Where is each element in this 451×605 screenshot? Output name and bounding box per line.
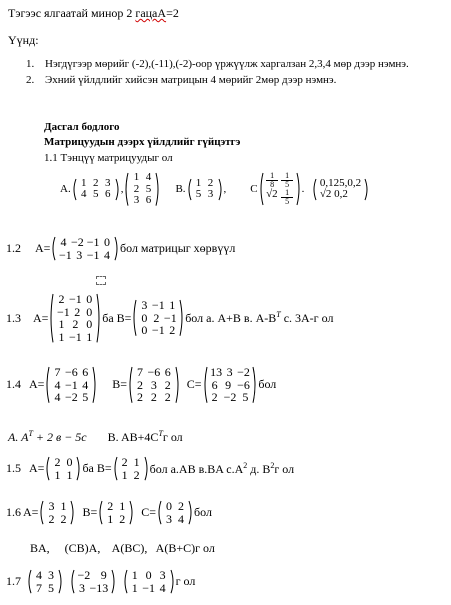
matrix-cell: 3: [104, 176, 111, 189]
matrix-cell: 7: [54, 365, 61, 379]
step-1: [26, 58, 409, 70]
matrix: [123, 569, 175, 594]
matrix-row: [130, 195, 154, 207]
matrix-cell: −1: [86, 235, 100, 249]
right-paren: [58, 569, 63, 594]
matrix-cell: −2: [64, 390, 78, 405]
matrix-cell: −1: [64, 377, 78, 392]
matrix-cell: −2: [237, 365, 250, 379]
matrix-cell: −6: [147, 365, 161, 379]
p11-row: A. 1 2 3 4 5 6 , 1 4 2 5 3 6 B. 1 2 5 3 , C 1 8 1 5 √2 1 5 . 0,125,0,2 √2 0,2: [60, 172, 370, 207]
matrix-cell: 13: [210, 365, 223, 379]
matrix-cell: 1: [131, 580, 138, 595]
matrix-cell: 1: [80, 176, 87, 189]
matrix-row: [51, 391, 91, 404]
right-paren: [92, 366, 97, 404]
matrix-body: [50, 366, 92, 404]
matrix: [128, 366, 180, 404]
matrix-cell: 5: [145, 182, 152, 195]
matrix-cell: 2: [137, 377, 143, 392]
matrix-cell: −1: [142, 580, 156, 595]
p14-eqA: A=: [29, 377, 45, 392]
matrix-cell: 6: [104, 188, 111, 201]
matrix-body: [32, 569, 58, 594]
matrix-cell: 9: [100, 568, 107, 582]
matrix-cell: 1: [54, 467, 61, 482]
matrix-cell: 5: [48, 580, 54, 595]
right-paren: [364, 178, 369, 201]
matrix-row: [57, 236, 113, 249]
p14-eqC: C=: [186, 377, 202, 392]
p16-eqB: B=: [82, 505, 98, 520]
matrix-cell: 0: [86, 317, 93, 332]
matrix-cell: 2: [48, 511, 55, 526]
matrix-cell: 0: [66, 455, 73, 469]
matrix-body: [75, 569, 111, 594]
matrix-cell: 3: [166, 511, 172, 526]
right-paren: [114, 236, 119, 261]
matrix: [39, 500, 75, 525]
matrix-cell: 2: [137, 390, 143, 405]
matrix-row: [57, 249, 113, 262]
matrix-cell: −1: [163, 310, 177, 325]
matrix-cell: −1: [56, 304, 70, 319]
matrix-row: [55, 293, 95, 306]
p11-A-label: A.: [60, 183, 71, 196]
header-line-1: [8, 6, 179, 21]
matrix-cell: 2: [150, 390, 157, 405]
matrix-row: [45, 500, 69, 513]
matrix-row: [209, 366, 252, 379]
matrix-cell: 2: [164, 377, 171, 392]
matrix-cell: 2: [54, 455, 61, 469]
matrix: [132, 299, 184, 337]
p16-row: [6, 500, 212, 525]
matrix-cell: 1: [107, 511, 114, 526]
p12-tail: бол матрицыг хөрвүүл: [120, 241, 236, 256]
matrix-body: [128, 569, 170, 594]
matrix-cell: 1: [86, 329, 93, 344]
matrix-cell: 2: [164, 390, 171, 405]
matrix-row: [163, 500, 187, 513]
matrix-body: [118, 456, 144, 481]
matrix-cell: −1: [68, 292, 82, 306]
matrix-row: [45, 513, 69, 526]
matrix-cell: 2: [58, 292, 65, 306]
matrix-cell: 3: [76, 247, 83, 262]
p16-eqC: C=: [141, 505, 156, 520]
p11-label: 1.1 Тэнцүү матрицуудыг ол: [44, 152, 173, 164]
matrix-cell: 0: [141, 310, 148, 325]
p13-label: 1.3: [6, 310, 21, 325]
matrix-row: [129, 569, 169, 582]
matrix-cell: 0: [141, 323, 148, 338]
matrix-cell: 4: [82, 377, 89, 392]
matrix-cell: 2: [60, 511, 67, 526]
right-paren: [188, 500, 193, 525]
matrix-cell: 1: [131, 568, 138, 582]
step-number: 2.: [26, 74, 35, 86]
matrix-row: [130, 172, 154, 184]
matrix-row: [119, 469, 143, 482]
matrix-cell: 5: [195, 188, 202, 201]
matrix-cell: −2: [77, 568, 91, 582]
matrix-cell: 1: [119, 499, 126, 513]
matrix-cell: 4: [80, 188, 87, 201]
matrix-cell: 6: [211, 377, 218, 392]
p14-row: [6, 366, 276, 404]
p12-row: [6, 236, 235, 261]
p12-eq: A=: [35, 241, 51, 256]
matrix-cell: 3: [150, 377, 157, 392]
matrix: [51, 236, 119, 261]
p15-mid: ба B=: [82, 461, 112, 476]
matrix-cell: 0: [145, 568, 152, 582]
right-paren: [115, 178, 120, 201]
matrix-row: [78, 189, 114, 201]
right-paren: [296, 172, 301, 206]
matrix-body: [56, 236, 114, 261]
matrix-cell: 2: [121, 455, 128, 469]
matrix-cell: 4: [36, 568, 42, 582]
p13-row: [6, 293, 333, 343]
matrix-body: [162, 500, 188, 525]
matrix-row: [138, 324, 178, 337]
matrix: [98, 500, 134, 525]
matrix-cell: 4: [54, 390, 61, 405]
right-paren: [144, 456, 149, 481]
matrix-cell: −1: [151, 323, 165, 338]
matrix-row: [76, 569, 110, 582]
p14-eqB: B=: [112, 377, 127, 392]
matrix-body: [137, 299, 179, 337]
matrix-cell: 7: [36, 580, 42, 595]
matrix: [312, 178, 368, 201]
matrix-row: [318, 189, 362, 201]
right-paren: [170, 569, 175, 594]
matrix-cell: 3: [159, 568, 166, 582]
matrix-cell: 5: [82, 390, 89, 405]
p15-eqA: A=: [29, 461, 45, 476]
header-line-2: Үүнд:: [8, 33, 39, 47]
matrix-cell: 1: [58, 329, 65, 344]
matrix-cell: 4: [145, 171, 152, 183]
matrix-cell: 3: [48, 499, 55, 513]
matrix-cell: 1: [169, 298, 176, 313]
resize-handle[interactable]: [94, 272, 106, 290]
matrix: [27, 569, 63, 594]
matrix-cell: 9: [225, 377, 232, 392]
matrix: [45, 366, 97, 404]
matrix-row: [138, 299, 178, 312]
matrix-row: [51, 456, 75, 469]
matrix-cell: 3: [141, 298, 148, 313]
matrix-row: [33, 582, 57, 595]
p15-tail: бол а.AB в.BA $с.A^2$ д. $B^2г$ ол: [149, 460, 295, 476]
matrix-body: [317, 178, 363, 201]
right-paren: [155, 172, 160, 207]
step-text: Эхний үйлдлийг хийсэн матрицын 4 мөрийг 2мөр дээр нэмнэ.: [45, 74, 337, 86]
matrix: [259, 172, 301, 206]
p16-label: 1.6: [6, 505, 21, 520]
matrix-cell: 2: [207, 176, 214, 189]
matrix-cell: 3: [48, 568, 54, 582]
p16-line-2: BA, (CB)A, A(BC), A(B+C)г ол: [30, 541, 215, 555]
matrix-cell: 2: [72, 317, 79, 332]
right-paren: [111, 569, 116, 594]
matrix: [70, 569, 116, 594]
p17-tail: г ол: [175, 574, 196, 589]
matrix-cell: 2: [133, 467, 140, 482]
matrix-row: [119, 456, 143, 469]
matrix-cell: 2: [92, 176, 99, 189]
matrix-cell: 1 5: [280, 172, 295, 189]
matrix-body: [208, 366, 253, 404]
matrix-row: [265, 189, 295, 206]
matrix-body: [103, 500, 129, 525]
p16-eqA: A=: [23, 505, 39, 520]
p13-tail: бол а. A+B в. $A-B^T$ с. 3A-г ол: [185, 310, 334, 326]
right-paren: [218, 178, 223, 201]
exercise-subtitle: Матрицуудын дээрх үйлдлийг гүйцэтгэ: [44, 136, 241, 148]
spelling-error-underline: гацаA: [135, 6, 167, 20]
matrix-cell: 3: [133, 194, 140, 207]
matrix-cell: 4: [104, 247, 110, 262]
matrix-body: [50, 456, 76, 481]
matrix: [157, 500, 193, 525]
step-2: [26, 74, 336, 86]
header-line-1-text: Тэгээс ялгаатай минор 2 гацаA=2: [8, 6, 179, 20]
matrix-cell: 1: [58, 317, 65, 332]
matrix-cell: 0: [104, 235, 110, 249]
matrix-cell: 2: [74, 304, 81, 319]
matrix-cell: 2: [119, 511, 126, 526]
matrix: [45, 456, 81, 481]
p11-C-label: C: [250, 183, 258, 196]
matrix: [49, 293, 101, 343]
matrix-row: [55, 331, 95, 344]
matrix-row: [104, 500, 128, 513]
right-paren: [175, 366, 180, 404]
matrix-cell: 4: [178, 511, 184, 526]
matrix-cell: 3: [79, 580, 85, 595]
p13-eqA: A=: [33, 310, 49, 325]
matrix-cell: −2: [223, 390, 237, 405]
matrix-cell: 2: [133, 182, 140, 195]
matrix-cell: −13: [89, 580, 109, 595]
matrix-cell: 0: [86, 292, 93, 306]
matrix-cell: 6: [164, 365, 171, 379]
matrix-cell: 6: [82, 365, 89, 379]
matrix-row: [104, 513, 128, 526]
matrix-cell: 1: [133, 171, 140, 183]
matrix-cell: 5: [92, 188, 99, 201]
matrix: [187, 178, 223, 201]
p14-tail: бол: [258, 377, 277, 392]
p16-tail: бол: [194, 505, 212, 520]
matrix-cell: √2 0,2: [319, 188, 348, 201]
matrix-row: [209, 391, 252, 404]
right-paren: [252, 366, 257, 404]
matrix-cell: 4: [159, 580, 166, 595]
matrix-cell: 1: [195, 176, 202, 189]
matrix-cell: 4: [54, 377, 61, 392]
matrix-row: [134, 391, 174, 404]
matrix-body: [129, 172, 155, 207]
p14-label: 1.4: [6, 377, 21, 392]
matrix-cell: −1: [58, 247, 72, 262]
right-paren: [129, 500, 134, 525]
matrix-cell: 2: [107, 499, 114, 513]
matrix-cell: 0,125,0,2: [319, 176, 362, 189]
matrix-cell: −2: [70, 235, 84, 249]
matrix-cell: −1: [151, 298, 165, 313]
right-paren: [179, 299, 184, 337]
matrix-row: [193, 189, 217, 201]
matrix-row: [51, 366, 91, 379]
matrix: [113, 456, 149, 481]
matrix-cell: 0: [166, 499, 172, 513]
matrix-cell: 3: [207, 188, 214, 201]
matrix-cell: 1 8: [265, 172, 280, 189]
p11-B-label: B.: [175, 183, 186, 196]
matrix-cell: 1: [66, 467, 73, 482]
matrix-cell: 6: [145, 194, 152, 207]
p17-label: 1.7: [6, 574, 21, 589]
right-paren: [70, 500, 75, 525]
right-paren: [96, 293, 101, 343]
matrix-cell: 2: [211, 390, 218, 405]
matrix-body: [77, 178, 115, 201]
matrix-row: [76, 582, 110, 595]
matrix-body: [54, 293, 96, 343]
matrix-cell: 5: [242, 390, 249, 405]
matrix-row: [129, 582, 169, 595]
matrix-body: [192, 178, 218, 201]
matrix-cell: −6: [64, 365, 78, 379]
matrix-cell: 3: [226, 365, 233, 379]
matrix-cell: 1: [133, 455, 140, 469]
matrix-cell: 2: [153, 310, 160, 325]
matrix-cell: 7: [137, 365, 143, 379]
matrix: [72, 178, 120, 201]
matrix-cell: −1: [86, 247, 100, 262]
p12-label: 1.2: [6, 241, 21, 256]
p15-label: 1.5: [6, 461, 21, 476]
matrix-cell: 0: [86, 304, 93, 319]
p17-row: [6, 569, 195, 594]
matrix-cell: −6: [237, 377, 250, 392]
p14-line-2: A. $A^T + 2$ в − 5с B. $AB+4C^Tг$ ол: [8, 429, 183, 444]
matrix-cell: 1: [121, 467, 128, 482]
matrix-cell: √2: [266, 188, 278, 201]
matrix-row: [134, 366, 174, 379]
p13-mid: ба B=: [102, 310, 132, 325]
matrix-body: [133, 366, 175, 404]
p15-row: [6, 456, 294, 481]
matrix-row: [51, 469, 75, 482]
matrix-row: [163, 513, 187, 526]
matrix-cell: 1: [60, 499, 67, 513]
matrix-body: [264, 172, 296, 206]
step-number: 1.: [26, 58, 35, 70]
matrix: [203, 366, 258, 404]
right-paren: [76, 456, 81, 481]
exercise-title: Дасгал бодлого: [44, 121, 120, 133]
matrix-cell: −1: [68, 329, 82, 344]
matrix-row: [55, 318, 95, 331]
matrix-row: [33, 569, 57, 582]
matrix-row: [265, 172, 295, 189]
matrix-cell: 2: [169, 323, 176, 338]
matrix-cell: 1 5: [280, 189, 295, 206]
step-text: Нэгдүгээр мөрийг (-2),(-11),(-2)-оор үржүүлж харгалзан 2,3,4 мөр дээр нэмнэ.: [45, 58, 409, 70]
matrix-body: [44, 500, 70, 525]
matrix: [124, 172, 160, 207]
matrix-cell: 2: [178, 499, 184, 513]
matrix-cell: 4: [60, 235, 67, 249]
